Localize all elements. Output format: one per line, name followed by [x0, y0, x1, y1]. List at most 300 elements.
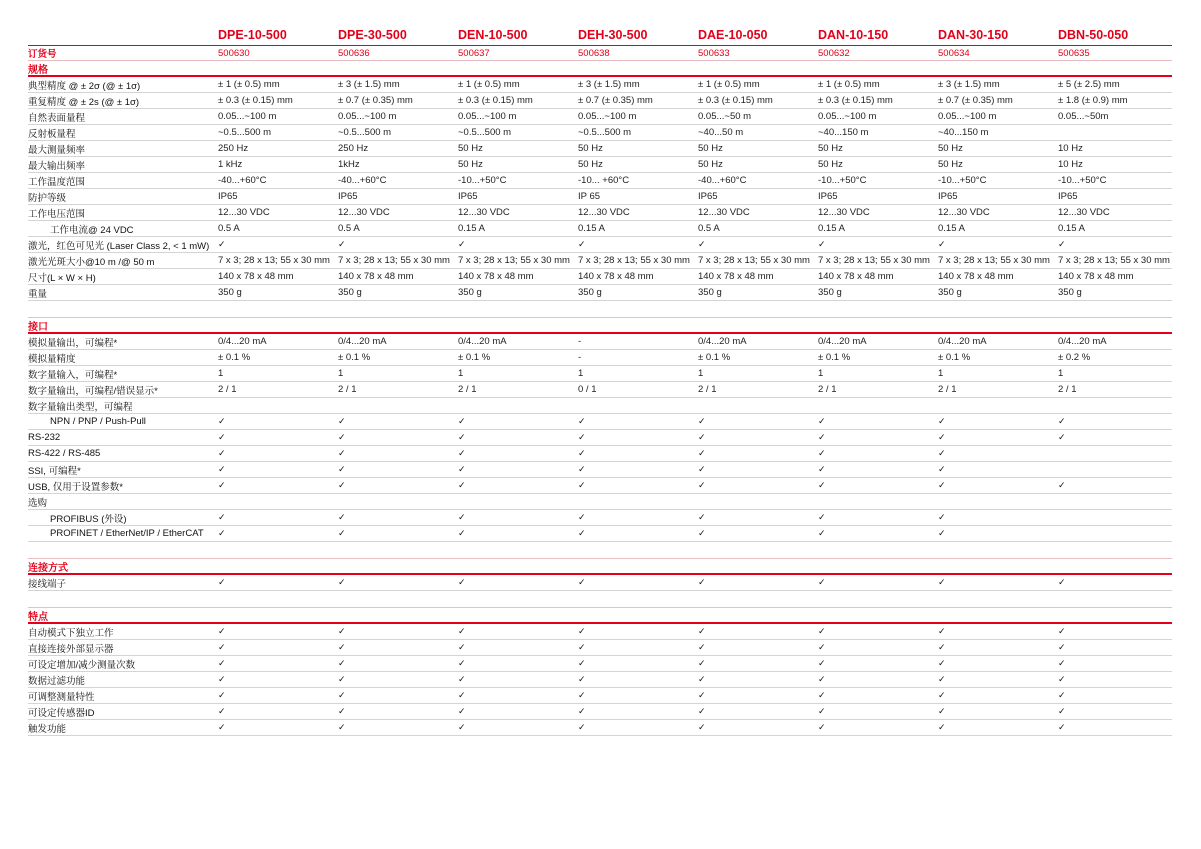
check-icon: ✓ [218, 480, 226, 490]
check-icon: ✓ [1058, 239, 1066, 249]
check-icon: ✓ [1058, 722, 1066, 732]
check-icon: ✓ [338, 464, 346, 474]
row-label: 数字量输入，可编程* [28, 369, 118, 381]
check-icon: ✓ [938, 528, 946, 538]
row-label: PROFINET / EtherNet/IP / EtherCAT [50, 528, 204, 539]
check-icon: ✓ [338, 480, 346, 490]
cell-value: ± 0.7 (± 0.35) mm [938, 95, 1013, 106]
check-icon: ✓ [818, 416, 826, 426]
check-icon: ✓ [578, 448, 586, 458]
check-icon: ✓ [698, 706, 706, 716]
row-label: 防护等级 [28, 192, 67, 204]
spec-row [28, 141, 1172, 157]
check-icon: ✓ [938, 642, 946, 652]
row-label: PROFIBUS (外设) [50, 513, 127, 525]
cell-value: 350 g [818, 287, 842, 298]
cell-value: 140 x 78 x 48 mm [698, 271, 774, 282]
product-name: DAN-30-150 [938, 28, 1009, 42]
cell-value: 1 [818, 368, 824, 379]
cell-value: 2 / 1 [818, 384, 837, 395]
check-icon: ✓ [458, 674, 466, 684]
check-icon: ✓ [218, 642, 226, 652]
cell-value: 140 x 78 x 48 mm [338, 271, 414, 282]
spec-row [28, 575, 1172, 591]
check-icon: ✓ [938, 512, 946, 522]
spec-row [28, 189, 1172, 205]
cell-value: 0.5 A [218, 223, 240, 234]
cell-value: 140 x 78 x 48 mm [218, 271, 294, 282]
cell-value: ± 0.3 (± 0.15) mm [218, 95, 293, 106]
cell-value: ± 0.3 (± 0.15) mm [458, 95, 533, 106]
cell-value: - [578, 336, 582, 347]
section-title: 连接方式 [28, 562, 68, 574]
row-label: 工作温度范围 [28, 176, 86, 188]
spec-row [28, 510, 1172, 526]
section-title-row [28, 559, 1172, 575]
section [28, 558, 1172, 591]
cell-value: 0.15 A [818, 223, 845, 234]
section-title-row [28, 318, 1172, 334]
order-number: 500633 [698, 47, 730, 59]
cell-value: 1 [578, 368, 584, 379]
spec-row [28, 494, 1172, 510]
check-icon: ✓ [338, 416, 346, 426]
check-icon: ✓ [818, 722, 826, 732]
cell-value: 0.05...~100 m [818, 111, 877, 122]
check-icon: ✓ [818, 577, 826, 587]
cell-value: 0.05...~100 m [458, 111, 517, 122]
cell-value: ± 5 (± 2.5) mm [1058, 79, 1120, 90]
cell-value: 0/4...20 mA [218, 336, 267, 347]
check-icon: ✓ [218, 690, 226, 700]
cell-value: 12...30 VDC [818, 207, 870, 218]
spec-row [28, 430, 1172, 446]
cell-value: 0.05...~100 m [218, 111, 277, 122]
cell-value: IP65 [1058, 191, 1078, 202]
check-icon: ✓ [578, 658, 586, 668]
spec-row [28, 414, 1172, 430]
check-icon: ✓ [818, 239, 826, 249]
row-label: 接线端子 [28, 578, 67, 590]
row-label: 数据过滤功能 [28, 675, 86, 687]
row-label: 尺寸(L × W × H) [28, 272, 96, 284]
check-icon: ✓ [938, 464, 946, 474]
check-icon: ✓ [218, 626, 226, 636]
cell-value: 50 Hz [458, 143, 483, 154]
product-name: DEN-10-500 [458, 28, 528, 42]
check-icon: ✓ [818, 706, 826, 716]
check-icon: ✓ [818, 642, 826, 652]
cell-value: 0.15 A [1058, 223, 1085, 234]
cell-value: 350 g [218, 287, 242, 298]
check-icon: ✓ [458, 448, 466, 458]
spec-row [28, 125, 1172, 141]
spec-row [28, 269, 1172, 285]
cell-value: ± 3 (± 1.5) mm [338, 79, 400, 90]
cell-value: IP 65 [578, 191, 601, 202]
order-number-row [28, 46, 1172, 61]
check-icon: ✓ [698, 464, 706, 474]
row-label: 工作电压范围 [28, 208, 86, 220]
spec-row [28, 350, 1172, 366]
cell-value: ± 0.1 % [818, 352, 851, 363]
check-icon: ✓ [218, 674, 226, 684]
check-icon: ✓ [218, 464, 226, 474]
cell-value: 1 [1058, 368, 1064, 379]
spec-row [28, 334, 1172, 350]
cell-value: -10...+50°C [938, 175, 987, 186]
check-icon: ✓ [458, 706, 466, 716]
cell-value: ± 1 (± 0.5) mm [218, 79, 280, 90]
check-icon: ✓ [578, 626, 586, 636]
check-icon: ✓ [1058, 432, 1066, 442]
check-icon: ✓ [938, 626, 946, 636]
check-icon: ✓ [818, 432, 826, 442]
cell-value: 350 g [458, 287, 482, 298]
check-icon: ✓ [338, 528, 346, 538]
cell-value: 140 x 78 x 48 mm [578, 271, 654, 282]
check-icon: ✓ [218, 577, 226, 587]
check-icon: ✓ [578, 416, 586, 426]
order-number: 500630 [218, 47, 250, 59]
cell-value: 0/4...20 mA [818, 336, 867, 347]
cell-value: 250 Hz [338, 143, 369, 154]
check-icon: ✓ [338, 642, 346, 652]
cell-value: IP65 [218, 191, 238, 202]
cell-value: 0 / 1 [578, 384, 597, 395]
cell-value: 50 Hz [578, 143, 603, 154]
cell-value: ± 0.7 (± 0.35) mm [338, 95, 413, 106]
row-label: 激光光斑大小@10 m /@ 50 m [28, 256, 155, 268]
cell-value: 12...30 VDC [338, 207, 390, 218]
cell-value: ~0.5...500 m [578, 127, 632, 138]
check-icon: ✓ [458, 239, 466, 249]
check-icon: ✓ [458, 626, 466, 636]
cell-value: 50 Hz [818, 143, 843, 154]
spec-row [28, 526, 1172, 542]
cell-value: 0.15 A [578, 223, 605, 234]
row-label: 最大输出频率 [28, 160, 86, 172]
spec-comparison-table [28, 26, 1172, 736]
check-icon: ✓ [338, 690, 346, 700]
cell-value: ± 0.1 % [338, 352, 371, 363]
row-label: 数字量输出，可编程/错误显示* [28, 385, 158, 397]
cell-value: ± 0.1 % [698, 352, 731, 363]
cell-value: ± 0.2 % [1058, 352, 1091, 363]
cell-value: ± 0.3 (± 0.15) mm [698, 95, 773, 106]
row-label: 模拟量输出，可编程* [28, 337, 118, 349]
check-icon: ✓ [458, 480, 466, 490]
cell-value: 1 [698, 368, 704, 379]
spec-row [28, 366, 1172, 382]
section-title: 规格 [28, 64, 48, 76]
cell-value: -10...+50°C [818, 175, 867, 186]
cell-value: -40...+60°C [338, 175, 387, 186]
product-header-row [28, 26, 1172, 46]
row-label: 重量 [28, 288, 48, 300]
cell-value: 10 Hz [1058, 143, 1083, 154]
check-icon: ✓ [578, 464, 586, 474]
check-icon: ✓ [578, 480, 586, 490]
cell-value: 1 [218, 368, 224, 379]
cell-value: 10 Hz [1058, 159, 1083, 170]
cell-value: 50 Hz [578, 159, 603, 170]
check-icon: ✓ [698, 480, 706, 490]
spec-row [28, 93, 1172, 109]
cell-value: -10...+50°C [458, 175, 507, 186]
check-icon: ✓ [578, 706, 586, 716]
check-icon: ✓ [338, 706, 346, 716]
cell-value: 2 / 1 [938, 384, 957, 395]
cell-value: 0.05...~100 m [578, 111, 637, 122]
cell-value: 250 Hz [218, 143, 249, 154]
check-icon: ✓ [338, 577, 346, 587]
check-icon: ✓ [338, 448, 346, 458]
cell-value: 7 x 3; 28 x 13; 55 x 30 mm [458, 255, 570, 266]
check-icon: ✓ [938, 432, 946, 442]
spec-row [28, 205, 1172, 221]
cell-value: ± 3 (± 1.5) mm [938, 79, 1000, 90]
check-icon: ✓ [1058, 577, 1066, 587]
cell-value: 1 [338, 368, 344, 379]
cell-value: 7 x 3; 28 x 13; 55 x 30 mm [938, 255, 1050, 266]
check-icon: ✓ [458, 722, 466, 732]
row-label: RS-422 / RS-485 [28, 448, 101, 459]
check-icon: ✓ [578, 642, 586, 652]
cell-value: 0/4...20 mA [698, 336, 747, 347]
cell-value: 50 Hz [698, 159, 723, 170]
cell-value: 50 Hz [698, 143, 723, 154]
cell-value: 350 g [578, 287, 602, 298]
spec-row [28, 398, 1172, 414]
cell-value: 7 x 3; 28 x 13; 55 x 30 mm [338, 255, 450, 266]
row-label: 直接连接外部显示器 [28, 643, 114, 655]
check-icon: ✓ [338, 626, 346, 636]
cell-value: -40...+60°C [218, 175, 267, 186]
row-label: 工作电流@ 24 VDC [50, 224, 134, 236]
row-label: 选购 [28, 497, 48, 509]
row-label: 模拟量精度 [28, 353, 76, 365]
row-label: USB, 仅用于设置参数* [28, 481, 124, 493]
row-label: 反射板量程 [28, 128, 76, 140]
cell-value: ± 1 (± 0.5) mm [458, 79, 520, 90]
check-icon: ✓ [218, 416, 226, 426]
order-number: 500636 [338, 47, 370, 59]
cell-value: 0.15 A [458, 223, 485, 234]
row-label: 激光，红色可见光 (Laser Class 2, < 1 mW) [28, 240, 210, 252]
row-label: SSI, 可编程* [28, 465, 81, 477]
cell-value: 1 kHz [218, 159, 243, 170]
check-icon: ✓ [698, 642, 706, 652]
cell-value: 350 g [938, 287, 962, 298]
row-label: 重复精度 @ ± 2s (@ ± 1σ) [28, 96, 140, 108]
spec-row [28, 656, 1172, 672]
section-title: 特点 [28, 611, 48, 623]
section [28, 317, 1172, 542]
order-number: 500632 [818, 47, 850, 59]
check-icon: ✓ [458, 464, 466, 474]
check-icon: ✓ [938, 706, 946, 716]
cell-value: 0.05...~50m [1058, 111, 1109, 122]
section [28, 61, 1172, 301]
cell-value: - [578, 352, 582, 363]
check-icon: ✓ [698, 528, 706, 538]
cell-value: 0/4...20 mA [458, 336, 507, 347]
section-title-row [28, 608, 1172, 624]
cell-value: ± 1 (± 0.5) mm [818, 79, 880, 90]
order-number: 500635 [1058, 47, 1090, 59]
cell-value: 0.5 A [338, 223, 360, 234]
check-icon: ✓ [938, 722, 946, 732]
cell-value: ± 0.1 % [938, 352, 971, 363]
cell-value: 350 g [698, 287, 722, 298]
cell-value: 140 x 78 x 48 mm [818, 271, 894, 282]
cell-value: 50 Hz [458, 159, 483, 170]
cell-value: ~0.5...500 m [338, 127, 392, 138]
check-icon: ✓ [698, 658, 706, 668]
cell-value: ~40...150 m [818, 127, 869, 138]
order-row-label: 订货号 [28, 49, 57, 60]
cell-value: ± 1 (± 0.5) mm [698, 79, 760, 90]
cell-value: 7 x 3; 28 x 13; 55 x 30 mm [818, 255, 930, 266]
cell-value: 140 x 78 x 48 mm [938, 271, 1014, 282]
check-icon: ✓ [338, 722, 346, 732]
sections-container [28, 61, 1172, 736]
check-icon: ✓ [818, 690, 826, 700]
cell-value: IP65 [698, 191, 718, 202]
check-icon: ✓ [698, 239, 706, 249]
check-icon: ✓ [698, 416, 706, 426]
spec-row [28, 462, 1172, 478]
cell-value: 0.05...~100 m [338, 111, 397, 122]
spec-row [28, 285, 1172, 301]
spec-row [28, 704, 1172, 720]
cell-value: IP65 [938, 191, 958, 202]
product-name: DAN-10-150 [818, 28, 889, 42]
cell-value: 1 [938, 368, 944, 379]
check-icon: ✓ [218, 706, 226, 716]
cell-value: 0.5 A [698, 223, 720, 234]
cell-value: -40...+60°C [698, 175, 747, 186]
row-label: 最大测量频率 [28, 144, 86, 156]
cell-value: 0.15 A [938, 223, 965, 234]
cell-value: ± 0.3 (± 0.15) mm [818, 95, 893, 106]
check-icon: ✓ [338, 658, 346, 668]
check-icon: ✓ [338, 674, 346, 684]
spec-row [28, 221, 1172, 237]
check-icon: ✓ [938, 239, 946, 249]
product-name: DPE-30-500 [338, 28, 407, 42]
check-icon: ✓ [578, 722, 586, 732]
cell-value: ± 0.1 % [218, 352, 251, 363]
check-icon: ✓ [578, 239, 586, 249]
cell-value: IP65 [338, 191, 358, 202]
product-header-spacer [28, 42, 218, 45]
row-label: RS-232 [28, 432, 61, 443]
section-title-row [28, 61, 1172, 77]
check-icon: ✓ [218, 528, 226, 538]
cell-value: ~40...50 m [698, 127, 744, 138]
cell-value: ± 0.1 % [458, 352, 491, 363]
check-icon: ✓ [218, 658, 226, 668]
check-icon: ✓ [218, 722, 226, 732]
check-icon: ✓ [218, 512, 226, 522]
cell-value: 12...30 VDC [458, 207, 510, 218]
check-icon: ✓ [1058, 658, 1066, 668]
check-icon: ✓ [1058, 690, 1066, 700]
cell-value: ~0.5...500 m [458, 127, 512, 138]
check-icon: ✓ [1058, 416, 1066, 426]
section-title: 接口 [28, 321, 48, 333]
spec-row [28, 237, 1172, 253]
order-number: 500634 [938, 47, 970, 59]
cell-value: 350 g [1058, 287, 1082, 298]
spec-row [28, 157, 1172, 173]
cell-value: ± 0.7 (± 0.35) mm [578, 95, 653, 106]
check-icon: ✓ [458, 577, 466, 587]
cell-value: 350 g [338, 287, 362, 298]
cell-value: 0/4...20 mA [338, 336, 387, 347]
spec-row [28, 478, 1172, 494]
cell-value: IP65 [458, 191, 478, 202]
cell-value: ± 3 (± 1.5) mm [578, 79, 640, 90]
check-icon: ✓ [458, 658, 466, 668]
check-icon: ✓ [698, 626, 706, 636]
cell-value: 50 Hz [938, 159, 963, 170]
cell-value: 12...30 VDC [578, 207, 630, 218]
check-icon: ✓ [338, 512, 346, 522]
check-icon: ✓ [1058, 642, 1066, 652]
check-icon: ✓ [218, 239, 226, 249]
check-icon: ✓ [938, 577, 946, 587]
cell-value: 12...30 VDC [1058, 207, 1110, 218]
check-icon: ✓ [458, 416, 466, 426]
check-icon: ✓ [578, 674, 586, 684]
check-icon: ✓ [938, 416, 946, 426]
spec-row [28, 672, 1172, 688]
cell-value: 1kHz [338, 159, 360, 170]
check-icon: ✓ [458, 642, 466, 652]
check-icon: ✓ [938, 448, 946, 458]
check-icon: ✓ [818, 512, 826, 522]
cell-value: 12...30 VDC [218, 207, 270, 218]
cell-value: 7 x 3; 28 x 13; 55 x 30 mm [1058, 255, 1170, 266]
check-icon: ✓ [818, 658, 826, 668]
check-icon: ✓ [938, 674, 946, 684]
row-label: 典型精度 @ ± 2σ (@ ± 1σ) [28, 80, 141, 92]
cell-value: IP65 [818, 191, 838, 202]
spec-row [28, 624, 1172, 640]
order-number: 500638 [578, 47, 610, 59]
check-icon: ✓ [1058, 626, 1066, 636]
cell-value: 7 x 3; 28 x 13; 55 x 30 mm [578, 255, 690, 266]
check-icon: ✓ [698, 674, 706, 684]
check-icon: ✓ [338, 239, 346, 249]
row-label: 数字量输出类型，可编程 [28, 401, 133, 413]
cell-value: 7 x 3; 28 x 13; 55 x 30 mm [218, 255, 330, 266]
cell-value: ~0.5...500 m [218, 127, 272, 138]
row-label: 触发功能 [28, 723, 67, 735]
cell-value: 140 x 78 x 48 mm [1058, 271, 1134, 282]
product-name: DBN-50-050 [1058, 28, 1129, 42]
check-icon: ✓ [458, 528, 466, 538]
product-name: DEH-30-500 [578, 28, 648, 42]
row-label: 可设定传感器ID [28, 707, 95, 719]
cell-value: 2 / 1 [698, 384, 717, 395]
cell-value: 0/4...20 mA [938, 336, 987, 347]
check-icon: ✓ [338, 432, 346, 442]
cell-value: 50 Hz [938, 143, 963, 154]
